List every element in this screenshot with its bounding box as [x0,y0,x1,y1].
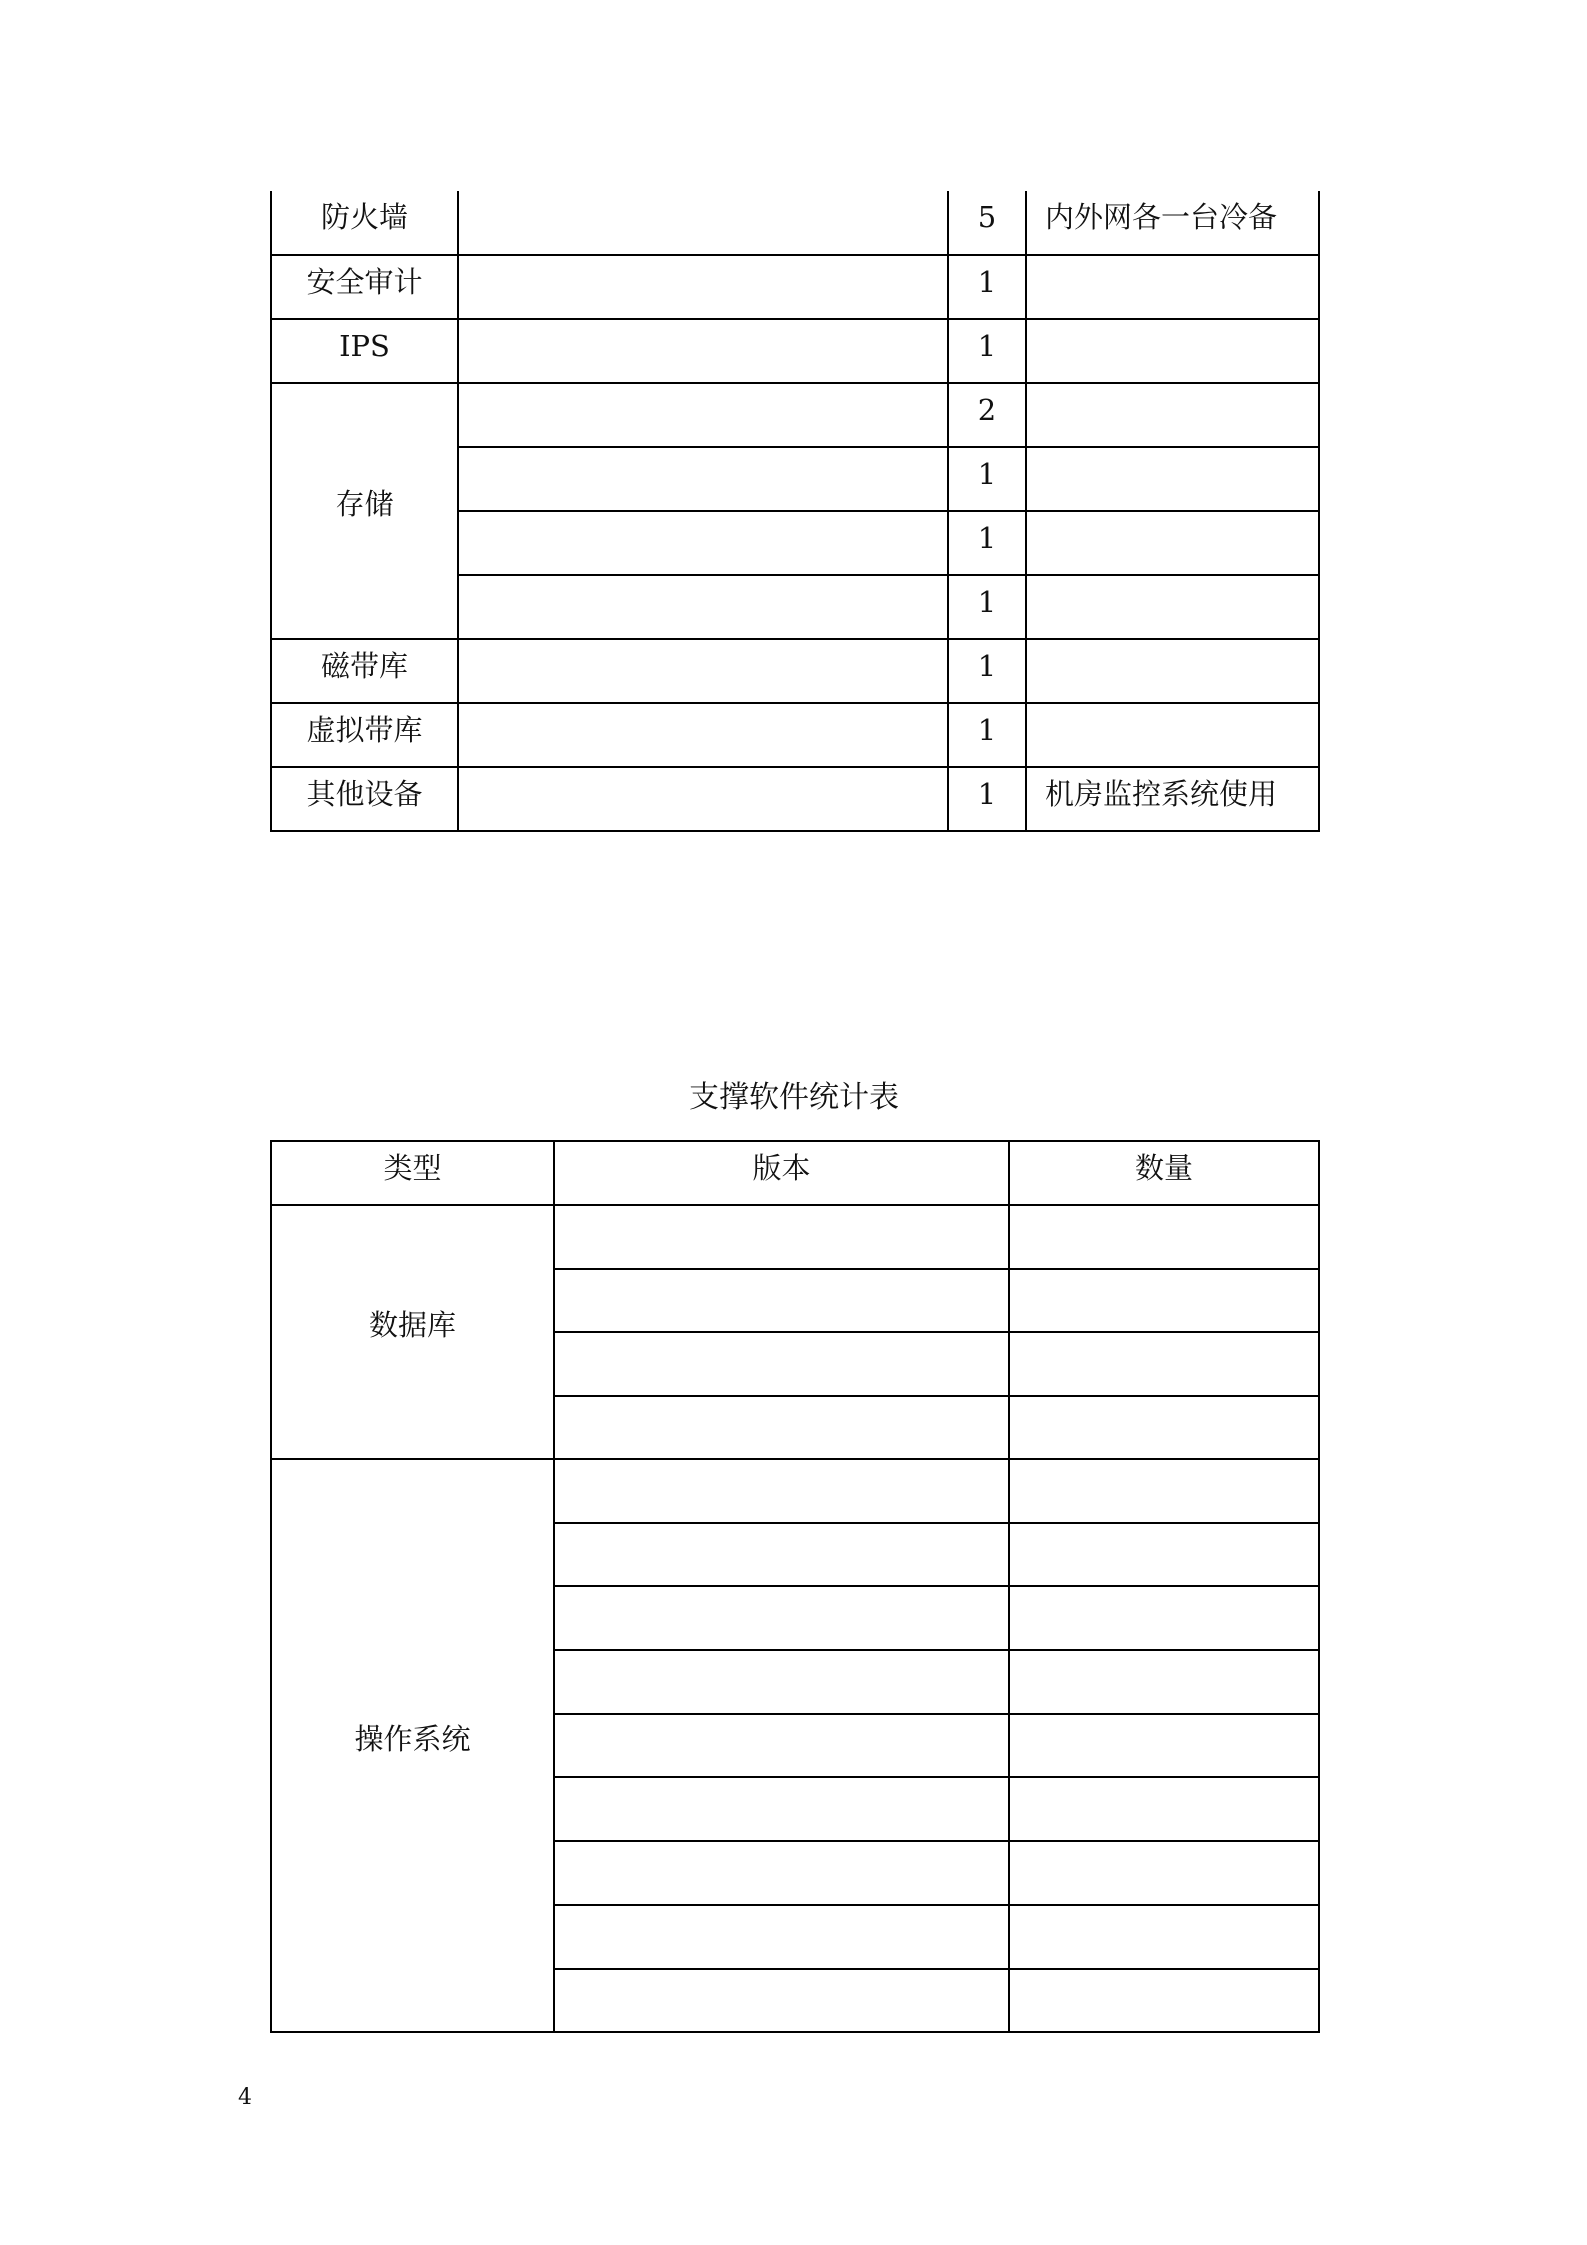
quantity-cell [1009,1269,1319,1333]
type-cell: 磁带库 [271,639,458,703]
quantity-cell: 1 [948,255,1026,319]
table-row [271,1459,1319,1523]
note-cell [1026,703,1319,767]
quantity-cell: 5 [948,191,1026,255]
software-table [270,1140,1320,2033]
table-row [271,703,1319,767]
model-cell [458,575,948,639]
quantity-cell [1009,1650,1319,1714]
table-row [271,191,1319,255]
note-cell [1026,511,1319,575]
note-cell: 机房监控系统使用 [1026,767,1319,831]
quantity-cell [1009,1777,1319,1841]
model-cell [458,255,948,319]
header-quantity: 数量 [1009,1141,1319,1205]
quantity-cell: 1 [948,447,1026,511]
version-cell [554,1969,1009,2033]
note-cell [1026,575,1319,639]
version-cell [554,1650,1009,1714]
model-cell [458,511,948,575]
quantity-cell [1009,1714,1319,1778]
table-row [271,383,1319,447]
quantity-cell: 2 [948,383,1026,447]
quantity-cell [1009,1396,1319,1460]
note-cell [1026,255,1319,319]
page-number: 4 [238,2085,252,2110]
header-row [271,1141,1319,1205]
quantity-cell [1009,1586,1319,1650]
model-cell [458,639,948,703]
software-table-title: 支撑软件统计表 [689,1080,899,1115]
version-cell [554,1905,1009,1969]
note-cell [1026,639,1319,703]
quantity-cell: 1 [948,639,1026,703]
hardware-table [270,191,1320,832]
header-version: 版本 [554,1141,1009,1205]
type-cell: 其他设备 [271,767,458,831]
version-cell [554,1777,1009,1841]
version-cell [554,1714,1009,1778]
table-row [271,255,1319,319]
quantity-cell: 1 [948,575,1026,639]
version-cell [554,1586,1009,1650]
note-cell [1026,319,1319,383]
version-cell [554,1269,1009,1333]
table-row [271,767,1319,831]
type-cell: IPS [271,319,458,383]
quantity-cell [1009,1459,1319,1523]
model-cell [458,767,948,831]
version-cell [554,1523,1009,1587]
version-cell [554,1205,1009,1269]
quantity-cell: 1 [948,319,1026,383]
model-cell [458,319,948,383]
type-cell-merged: 存储 [271,383,458,639]
table-row [271,319,1319,383]
type-cell: 安全审计 [271,255,458,319]
model-cell [458,383,948,447]
type-cell: 虚拟带库 [271,703,458,767]
note-cell: 内外网各一台冷备 [1026,191,1319,255]
header-type: 类型 [271,1141,554,1205]
version-cell [554,1396,1009,1460]
version-cell [554,1459,1009,1523]
quantity-cell [1009,1205,1319,1269]
quantity-cell: 1 [948,703,1026,767]
quantity-cell [1009,1905,1319,1969]
quantity-cell [1009,1332,1319,1396]
quantity-cell [1009,1523,1319,1587]
quantity-cell: 1 [948,767,1026,831]
table-row [271,1205,1319,1269]
type-cell: 防火墙 [271,191,458,255]
model-cell [458,447,948,511]
model-cell [458,703,948,767]
note-cell [1026,447,1319,511]
version-cell [554,1332,1009,1396]
table-row [271,639,1319,703]
quantity-cell [1009,1841,1319,1905]
model-cell [458,191,948,255]
version-cell [554,1841,1009,1905]
note-cell [1026,383,1319,447]
quantity-cell: 1 [948,511,1026,575]
quantity-cell [1009,1969,1319,2033]
type-cell-merged: 数据库 [271,1205,554,1459]
type-cell-merged: 操作系统 [271,1459,554,2032]
